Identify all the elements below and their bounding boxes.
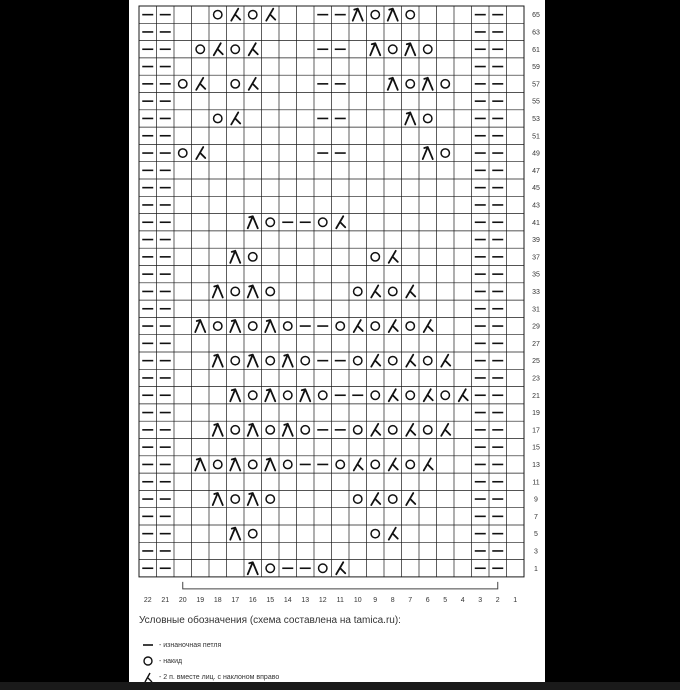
yarn-over-stitch bbox=[336, 460, 344, 468]
lambda-decrease-stitch bbox=[248, 424, 258, 436]
yarn-over-stitch bbox=[389, 426, 397, 434]
row-label: 29 bbox=[532, 323, 540, 331]
yarn-over-stitch bbox=[249, 253, 257, 261]
yarn-over-stitch bbox=[406, 460, 414, 468]
row-label: 3 bbox=[534, 548, 538, 556]
column-label: 1 bbox=[513, 596, 518, 604]
lambda-decrease-stitch bbox=[265, 458, 275, 470]
row-label: 5 bbox=[534, 531, 538, 539]
yarn-over-stitch bbox=[284, 391, 292, 399]
column-label: 6 bbox=[425, 596, 430, 604]
yarn-over-stitch bbox=[284, 460, 292, 468]
legend-item-label: - накид bbox=[159, 657, 183, 665]
row-label: 47 bbox=[532, 167, 540, 175]
yarn-over-stitch bbox=[319, 218, 327, 226]
lambda-decrease-stitch bbox=[300, 389, 310, 401]
k2tog-right-stitch bbox=[406, 355, 415, 367]
row-label: 25 bbox=[532, 358, 540, 366]
yarn-over-stitch bbox=[371, 322, 379, 330]
yarn-over-stitch bbox=[266, 218, 274, 226]
yarn-over-stitch bbox=[371, 529, 379, 537]
row-label: 43 bbox=[532, 202, 540, 210]
legend-item-purl bbox=[139, 638, 221, 652]
yarn-over-icon bbox=[139, 655, 157, 667]
lambda-decrease-stitch bbox=[195, 458, 205, 470]
lambda-decrease-stitch bbox=[230, 251, 240, 263]
yarn-over-stitch bbox=[424, 45, 432, 53]
lambda-decrease-stitch bbox=[423, 147, 433, 159]
lambda-decrease-stitch bbox=[230, 389, 240, 401]
column-label: 3 bbox=[478, 596, 483, 604]
column-label: 22 bbox=[143, 596, 152, 604]
column-label: 2 bbox=[495, 596, 500, 604]
row-label: 59 bbox=[532, 64, 540, 72]
lambda-decrease-stitch bbox=[195, 320, 205, 332]
lambda-decrease-stitch bbox=[405, 43, 415, 55]
yarn-over-stitch bbox=[284, 322, 292, 330]
lambda-decrease-stitch bbox=[283, 424, 293, 436]
yarn-over-stitch bbox=[249, 322, 257, 330]
row-label: 65 bbox=[532, 12, 540, 20]
column-label: 15 bbox=[266, 596, 275, 604]
row-label: 37 bbox=[532, 254, 540, 262]
k2tog-right-stitch bbox=[371, 285, 380, 297]
column-label: 14 bbox=[283, 596, 292, 604]
legend-title: Условные обозначения (схема составлена на tamica.ru): bbox=[139, 615, 401, 626]
k2tog-right-stitch bbox=[406, 424, 415, 436]
row-label: 17 bbox=[532, 427, 540, 435]
row-label: 61 bbox=[532, 46, 540, 54]
yarn-over-stitch bbox=[389, 45, 397, 53]
lambda-decrease-stitch bbox=[265, 320, 275, 332]
row-label: 23 bbox=[532, 375, 540, 383]
yarn-over-stitch bbox=[266, 495, 274, 503]
column-label: 8 bbox=[390, 596, 395, 604]
column-label: 18 bbox=[213, 596, 222, 604]
yarn-over-stitch bbox=[406, 10, 414, 18]
yarn-over-stitch bbox=[214, 460, 222, 468]
yarn-over-stitch bbox=[441, 149, 449, 157]
k2tog-right-stitch bbox=[441, 355, 450, 367]
lambda-decrease-stitch bbox=[370, 43, 380, 55]
k2tog-right-stitch bbox=[354, 320, 363, 332]
yarn-over-stitch bbox=[231, 495, 239, 503]
lambda-decrease-stitch bbox=[230, 458, 240, 470]
k2tog-right-stitch bbox=[266, 9, 275, 21]
yarn-over-stitch bbox=[179, 80, 187, 88]
yarn-over-stitch bbox=[231, 80, 239, 88]
k2tog-right-stitch bbox=[354, 458, 363, 470]
yarn-over-stitch bbox=[319, 564, 327, 572]
row-label: 63 bbox=[532, 29, 540, 37]
yarn-over-stitch bbox=[301, 426, 309, 434]
row-label: 45 bbox=[532, 185, 540, 193]
yarn-over-stitch bbox=[249, 460, 257, 468]
yarn-over-stitch bbox=[336, 322, 344, 330]
lambda-decrease-stitch bbox=[423, 78, 433, 90]
yarn-over-stitch bbox=[441, 391, 449, 399]
k2tog-right-stitch bbox=[424, 389, 433, 401]
k2tog-right-stitch bbox=[406, 493, 415, 505]
k2tog-right-stitch bbox=[196, 147, 205, 159]
yarn-over-stitch bbox=[266, 356, 274, 364]
k2tog-right-stitch bbox=[371, 424, 380, 436]
yarn-over-stitch bbox=[249, 10, 257, 18]
yarn-over-stitch bbox=[406, 80, 414, 88]
row-label: 27 bbox=[532, 340, 540, 348]
yarn-over-stitch bbox=[389, 287, 397, 295]
yarn-over-stitch bbox=[196, 45, 204, 53]
yarn-over-stitch bbox=[371, 10, 379, 18]
lambda-decrease-stitch bbox=[248, 216, 258, 228]
yarn-over-stitch bbox=[354, 287, 362, 295]
lambda-decrease-stitch bbox=[353, 9, 363, 21]
lambda-decrease-stitch bbox=[265, 389, 275, 401]
row-label: 1 bbox=[534, 565, 538, 573]
legend-item-label: - 2 п. вместе лиц. с наклоном вправо bbox=[159, 673, 280, 681]
column-label: 21 bbox=[161, 596, 170, 604]
lambda-decrease-stitch bbox=[213, 424, 223, 436]
column-label: 9 bbox=[373, 596, 378, 604]
yarn-over-stitch bbox=[406, 322, 414, 330]
column-label: 19 bbox=[196, 596, 205, 604]
yarn-over-stitch bbox=[441, 80, 449, 88]
lambda-decrease-stitch bbox=[248, 562, 258, 574]
legend-item-label: - изнаночная петля bbox=[159, 641, 222, 649]
yarn-over-stitch bbox=[371, 460, 379, 468]
yarn-over-stitch bbox=[266, 426, 274, 434]
row-label: 55 bbox=[532, 98, 540, 106]
yarn-over-stitch bbox=[231, 356, 239, 364]
column-label: 20 bbox=[178, 596, 187, 604]
column-label: 12 bbox=[318, 596, 327, 604]
column-label: 17 bbox=[231, 596, 240, 604]
yarn-over-stitch bbox=[371, 253, 379, 261]
row-label: 33 bbox=[532, 288, 540, 296]
yarn-over-stitch bbox=[319, 391, 327, 399]
k2tog-right-stitch bbox=[214, 43, 223, 55]
k2tog-right-stitch bbox=[424, 458, 433, 470]
legend-item-yarn-over bbox=[139, 654, 182, 668]
yarn-over-stitch bbox=[214, 114, 222, 122]
row-label: 15 bbox=[532, 444, 540, 452]
row-label: 51 bbox=[532, 133, 540, 141]
lambda-decrease-stitch bbox=[388, 78, 398, 90]
row-label: 13 bbox=[532, 461, 540, 469]
chart-sheet bbox=[129, 0, 545, 690]
row-label: 49 bbox=[532, 150, 540, 158]
column-label: 10 bbox=[353, 596, 362, 604]
row-label: 9 bbox=[534, 496, 538, 504]
yarn-over-stitch bbox=[266, 564, 274, 572]
yarn-over-stitch bbox=[266, 287, 274, 295]
row-label: 39 bbox=[532, 237, 540, 245]
yarn-over-stitch bbox=[424, 114, 432, 122]
yarn-over-stitch bbox=[214, 322, 222, 330]
k2tog-right-stitch bbox=[231, 9, 240, 21]
yarn-over-stitch bbox=[406, 391, 414, 399]
row-label: 53 bbox=[532, 115, 540, 123]
yarn-over-stitch bbox=[389, 356, 397, 364]
repeat-bracket bbox=[183, 582, 498, 589]
column-label: 4 bbox=[460, 596, 465, 604]
column-label: 13 bbox=[301, 596, 310, 604]
yarn-over-stitch bbox=[354, 495, 362, 503]
knitting-chart bbox=[129, 0, 545, 610]
yarn-over-stitch bbox=[424, 356, 432, 364]
k2tog-right-stitch bbox=[249, 43, 258, 55]
k2tog-right-stitch bbox=[371, 493, 380, 505]
purl-icon bbox=[139, 643, 157, 647]
k2tog-right-stitch bbox=[249, 78, 258, 90]
row-label: 19 bbox=[532, 410, 540, 418]
lambda-decrease-stitch bbox=[248, 493, 258, 505]
yarn-over-stitch bbox=[354, 356, 362, 364]
yarn-over-stitch bbox=[231, 426, 239, 434]
k2tog-right-stitch bbox=[389, 458, 398, 470]
k2tog-right-stitch bbox=[196, 78, 205, 90]
yarn-over-stitch bbox=[231, 45, 239, 53]
row-label: 35 bbox=[532, 271, 540, 279]
k2tog-right-stitch bbox=[231, 112, 240, 124]
k2tog-right-stitch bbox=[336, 216, 345, 228]
yarn-over-stitch bbox=[424, 426, 432, 434]
k2tog-right-stitch bbox=[424, 320, 433, 332]
lambda-decrease-stitch bbox=[248, 355, 258, 367]
k2tog-right-stitch bbox=[459, 389, 468, 401]
row-label: 41 bbox=[532, 219, 540, 227]
yarn-over-stitch bbox=[179, 149, 187, 157]
yarn-over-stitch bbox=[231, 287, 239, 295]
row-label: 57 bbox=[532, 81, 540, 89]
yarn-over-stitch bbox=[249, 529, 257, 537]
k2tog-right-stitch bbox=[389, 251, 398, 263]
yarn-over-stitch bbox=[214, 10, 222, 18]
row-label: 21 bbox=[532, 392, 540, 400]
k2tog-right-stitch bbox=[336, 562, 345, 574]
yarn-over-stitch bbox=[249, 391, 257, 399]
column-label: 16 bbox=[248, 596, 257, 604]
k2tog-right-stitch bbox=[389, 320, 398, 332]
row-label: 7 bbox=[534, 513, 538, 521]
lambda-decrease-stitch bbox=[230, 320, 240, 332]
lambda-decrease-stitch bbox=[213, 285, 223, 297]
lambda-decrease-stitch bbox=[213, 355, 223, 367]
lambda-decrease-stitch bbox=[213, 493, 223, 505]
lambda-decrease-stitch bbox=[283, 355, 293, 367]
bottom-bar bbox=[0, 682, 680, 690]
k2tog-right-stitch bbox=[389, 528, 398, 540]
yarn-over-stitch bbox=[371, 391, 379, 399]
lambda-decrease-stitch bbox=[388, 9, 398, 21]
yarn-over-stitch bbox=[301, 356, 309, 364]
column-label: 11 bbox=[336, 596, 344, 604]
yarn-over-stitch bbox=[389, 495, 397, 503]
lambda-decrease-stitch bbox=[248, 285, 258, 297]
column-label: 5 bbox=[443, 596, 448, 604]
row-label: 11 bbox=[532, 479, 540, 487]
lambda-decrease-stitch bbox=[230, 528, 240, 540]
k2tog-right-stitch bbox=[406, 285, 415, 297]
k2tog-right-stitch bbox=[441, 424, 450, 436]
lambda-decrease-stitch bbox=[405, 112, 415, 124]
column-label: 7 bbox=[408, 596, 413, 604]
yarn-over-stitch bbox=[354, 426, 362, 434]
k2tog-right-stitch bbox=[389, 389, 398, 401]
k2tog-right-stitch bbox=[371, 355, 380, 367]
row-label: 31 bbox=[532, 306, 540, 314]
